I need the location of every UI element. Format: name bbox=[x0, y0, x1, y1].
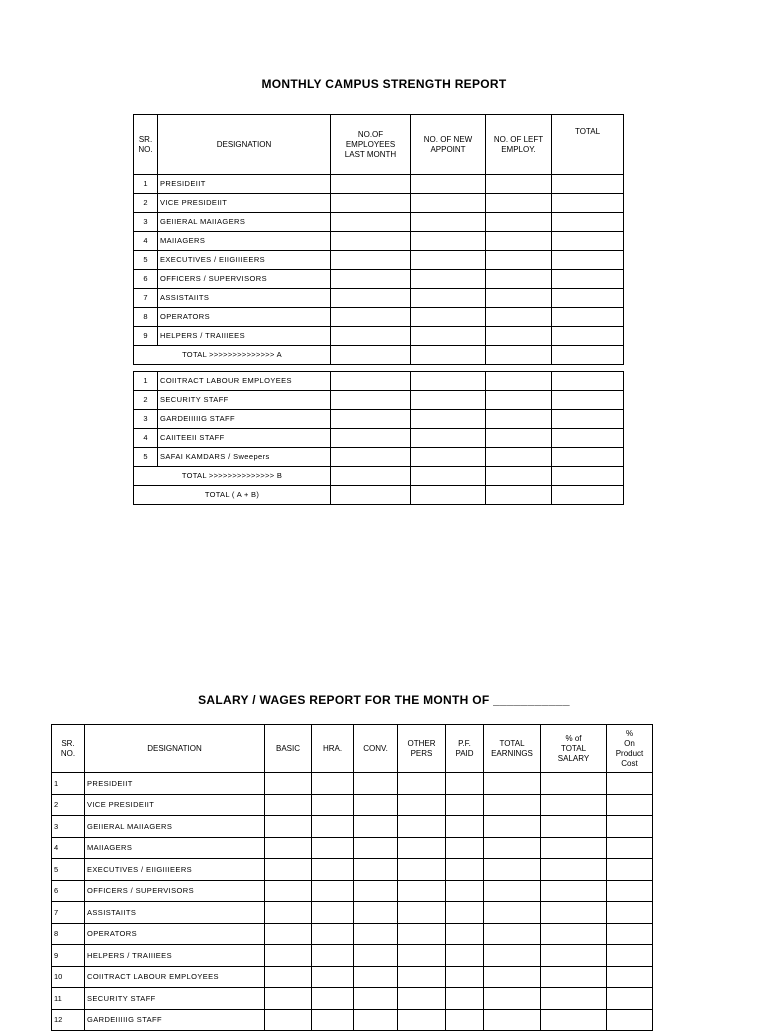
salary-header-row bbox=[52, 725, 653, 773]
row-number: 10 bbox=[52, 966, 85, 988]
empty-cell bbox=[484, 837, 541, 859]
row-designation: COIITRACT LABOUR EMPLOYEES bbox=[158, 372, 331, 391]
empty-cell bbox=[354, 988, 398, 1010]
row-number: 9 bbox=[134, 327, 158, 346]
row-number: 6 bbox=[134, 270, 158, 289]
header-designation: DESIGNATION bbox=[158, 115, 331, 175]
empty-cell bbox=[398, 837, 446, 859]
empty-cell bbox=[552, 448, 624, 467]
table-row bbox=[134, 194, 624, 213]
empty-cell bbox=[446, 816, 484, 838]
empty-cell bbox=[398, 880, 446, 902]
empty-cell bbox=[552, 289, 624, 308]
header-designation: DESIGNATION bbox=[85, 725, 265, 773]
empty-cell bbox=[398, 859, 446, 881]
empty-cell bbox=[331, 372, 411, 391]
empty-cell bbox=[486, 175, 552, 194]
table-row bbox=[134, 213, 624, 232]
empty-cell bbox=[484, 794, 541, 816]
row-number: 11 bbox=[52, 988, 85, 1010]
row-number: 2 bbox=[134, 391, 158, 410]
row-designation: GEIIERAL MAIIAGERS bbox=[85, 816, 265, 838]
row-number: 9 bbox=[52, 945, 85, 967]
empty-cell bbox=[354, 859, 398, 881]
header-basic: BASIC bbox=[265, 725, 312, 773]
empty-cell bbox=[446, 859, 484, 881]
table-row bbox=[52, 966, 653, 988]
row-designation: GARDEIIIIIG STAFF bbox=[158, 410, 331, 429]
row-number: 3 bbox=[134, 410, 158, 429]
empty-cell bbox=[398, 794, 446, 816]
empty-cell bbox=[312, 966, 354, 988]
empty-cell bbox=[607, 945, 653, 967]
empty-cell bbox=[398, 902, 446, 924]
table-row bbox=[52, 902, 653, 924]
empty-cell bbox=[331, 213, 411, 232]
empty-cell bbox=[354, 923, 398, 945]
salary-report-title: SALARY / WAGES REPORT FOR THE MONTH OF ___________ bbox=[198, 693, 570, 707]
row-designation: CAIITEEII STAFF bbox=[158, 429, 331, 448]
table-row bbox=[134, 429, 624, 448]
empty-cell bbox=[607, 816, 653, 838]
empty-cell bbox=[398, 945, 446, 967]
row-number: 1 bbox=[134, 175, 158, 194]
empty-cell bbox=[312, 794, 354, 816]
table-row bbox=[134, 270, 624, 289]
empty-cell bbox=[486, 213, 552, 232]
empty-cell bbox=[411, 175, 486, 194]
row-designation: MAIIAGERS bbox=[158, 232, 331, 251]
empty-cell bbox=[607, 837, 653, 859]
row-designation: GARDEIIIIIG STAFF bbox=[85, 1009, 265, 1031]
empty-cell bbox=[411, 346, 486, 365]
empty-cell bbox=[312, 816, 354, 838]
header-hra: HRA. bbox=[312, 725, 354, 773]
empty-cell bbox=[265, 859, 312, 881]
empty-cell bbox=[411, 467, 486, 486]
table-row bbox=[134, 448, 624, 467]
empty-cell bbox=[411, 308, 486, 327]
empty-cell bbox=[354, 966, 398, 988]
row-designation: EXECUTIVES / EIIGIIIEERS bbox=[85, 859, 265, 881]
empty-cell bbox=[265, 773, 312, 795]
empty-cell bbox=[446, 923, 484, 945]
table-row bbox=[52, 773, 653, 795]
header-total: TOTAL bbox=[552, 115, 624, 175]
header-conv: CONV. bbox=[354, 725, 398, 773]
empty-cell bbox=[541, 988, 607, 1010]
empty-cell bbox=[354, 1009, 398, 1031]
empty-cell bbox=[411, 289, 486, 308]
empty-cell bbox=[552, 467, 624, 486]
empty-cell bbox=[331, 251, 411, 270]
empty-cell bbox=[607, 859, 653, 881]
empty-cell bbox=[265, 966, 312, 988]
campus-strength-table-b bbox=[133, 371, 624, 505]
empty-cell bbox=[552, 346, 624, 365]
row-designation: ASSISTAIITS bbox=[85, 902, 265, 924]
empty-cell bbox=[607, 902, 653, 924]
campus-report-title: MONTHLY CAMPUS STRENGTH REPORT bbox=[261, 77, 507, 91]
header-sr-no: SR. NO. bbox=[52, 725, 85, 773]
empty-cell bbox=[265, 816, 312, 838]
empty-cell bbox=[552, 391, 624, 410]
empty-cell bbox=[331, 175, 411, 194]
row-designation: OFFICERS / SUPERVISORS bbox=[85, 880, 265, 902]
row-number: 7 bbox=[52, 902, 85, 924]
table-row bbox=[134, 232, 624, 251]
empty-cell bbox=[331, 327, 411, 346]
empty-cell bbox=[446, 1009, 484, 1031]
empty-cell bbox=[411, 232, 486, 251]
campus-header-row bbox=[134, 115, 624, 175]
row-designation: VICE PRESIDEIIT bbox=[158, 194, 331, 213]
empty-cell bbox=[607, 1009, 653, 1031]
table-row bbox=[52, 988, 653, 1010]
total-a-row-label: TOTAL >>>>>>>>>>>>>> A bbox=[134, 346, 331, 365]
empty-cell bbox=[331, 232, 411, 251]
empty-cell bbox=[541, 1009, 607, 1031]
row-number: 5 bbox=[134, 251, 158, 270]
row-number: 4 bbox=[134, 429, 158, 448]
empty-cell bbox=[411, 213, 486, 232]
row-number: 3 bbox=[52, 816, 85, 838]
empty-cell bbox=[541, 837, 607, 859]
table-row bbox=[52, 794, 653, 816]
row-number: 12 bbox=[52, 1009, 85, 1031]
empty-cell bbox=[331, 467, 411, 486]
row-number: 5 bbox=[134, 448, 158, 467]
empty-cell bbox=[354, 794, 398, 816]
empty-cell bbox=[265, 945, 312, 967]
header-percent-product-cost: % On Product Cost bbox=[607, 725, 653, 773]
table-row bbox=[52, 880, 653, 902]
empty-cell bbox=[607, 880, 653, 902]
salary-wages-table bbox=[51, 724, 653, 1031]
empty-cell bbox=[446, 988, 484, 1010]
empty-cell bbox=[607, 966, 653, 988]
empty-cell bbox=[541, 902, 607, 924]
empty-cell bbox=[354, 837, 398, 859]
empty-cell bbox=[552, 232, 624, 251]
empty-cell bbox=[486, 429, 552, 448]
empty-cell bbox=[607, 923, 653, 945]
empty-cell bbox=[411, 327, 486, 346]
empty-cell bbox=[484, 923, 541, 945]
empty-cell bbox=[398, 773, 446, 795]
empty-cell bbox=[411, 448, 486, 467]
empty-cell bbox=[552, 194, 624, 213]
row-number: 6 bbox=[52, 880, 85, 902]
empty-cell bbox=[541, 794, 607, 816]
row-designation: OPERATORS bbox=[85, 923, 265, 945]
empty-cell bbox=[484, 1009, 541, 1031]
empty-cell bbox=[541, 859, 607, 881]
row-number: 2 bbox=[134, 194, 158, 213]
row-number: 7 bbox=[134, 289, 158, 308]
empty-cell bbox=[552, 372, 624, 391]
empty-cell bbox=[486, 467, 552, 486]
empty-cell bbox=[486, 327, 552, 346]
empty-cell bbox=[411, 391, 486, 410]
row-number: 1 bbox=[52, 773, 85, 795]
empty-cell bbox=[446, 773, 484, 795]
empty-cell bbox=[354, 773, 398, 795]
table-row bbox=[134, 289, 624, 308]
empty-cell bbox=[484, 902, 541, 924]
table-row bbox=[134, 391, 624, 410]
table-row bbox=[52, 923, 653, 945]
row-designation: EXECUTIVES / EIIGIIIEERS bbox=[158, 251, 331, 270]
row-number: 5 bbox=[52, 859, 85, 881]
empty-cell bbox=[552, 486, 624, 505]
total-b-row-label: TOTAL >>>>>>>>>>>>>> B bbox=[134, 467, 331, 486]
empty-cell bbox=[484, 816, 541, 838]
table-row bbox=[134, 372, 624, 391]
empty-cell bbox=[331, 448, 411, 467]
empty-cell bbox=[486, 410, 552, 429]
empty-cell bbox=[398, 966, 446, 988]
empty-cell bbox=[486, 391, 552, 410]
empty-cell bbox=[312, 837, 354, 859]
empty-cell bbox=[398, 988, 446, 1010]
table-row bbox=[134, 175, 624, 194]
empty-cell bbox=[552, 308, 624, 327]
row-designation: OPERATORS bbox=[158, 308, 331, 327]
table-row bbox=[52, 837, 653, 859]
row-designation: OFFICERS / SUPERVISORS bbox=[158, 270, 331, 289]
empty-cell bbox=[411, 372, 486, 391]
empty-cell bbox=[486, 308, 552, 327]
empty-cell bbox=[265, 837, 312, 859]
row-designation: SECURITY STAFF bbox=[158, 391, 331, 410]
row-number: 4 bbox=[134, 232, 158, 251]
empty-cell bbox=[411, 429, 486, 448]
empty-cell bbox=[265, 794, 312, 816]
empty-cell bbox=[446, 880, 484, 902]
table-row bbox=[134, 410, 624, 429]
empty-cell bbox=[446, 902, 484, 924]
empty-cell bbox=[354, 816, 398, 838]
empty-cell bbox=[484, 945, 541, 967]
empty-cell bbox=[484, 988, 541, 1010]
empty-cell bbox=[484, 773, 541, 795]
empty-cell bbox=[312, 923, 354, 945]
empty-cell bbox=[446, 837, 484, 859]
empty-cell bbox=[486, 289, 552, 308]
empty-cell bbox=[552, 213, 624, 232]
row-designation: PRESIDEIIT bbox=[158, 175, 331, 194]
empty-cell bbox=[331, 391, 411, 410]
row-number: 3 bbox=[134, 213, 158, 232]
empty-cell bbox=[331, 270, 411, 289]
empty-cell bbox=[486, 448, 552, 467]
empty-cell bbox=[486, 194, 552, 213]
empty-cell bbox=[486, 232, 552, 251]
empty-cell bbox=[541, 945, 607, 967]
empty-cell bbox=[312, 988, 354, 1010]
total-b-row bbox=[134, 467, 624, 486]
empty-cell bbox=[265, 988, 312, 1010]
table-row bbox=[52, 945, 653, 967]
table-row bbox=[134, 251, 624, 270]
empty-cell bbox=[486, 372, 552, 391]
empty-cell bbox=[486, 486, 552, 505]
empty-cell bbox=[398, 1009, 446, 1031]
table-row bbox=[52, 859, 653, 881]
header-employees-last-month: NO.OF EMPLOYEES LAST MONTH bbox=[331, 115, 411, 175]
empty-cell bbox=[354, 902, 398, 924]
empty-cell bbox=[552, 327, 624, 346]
empty-cell bbox=[552, 175, 624, 194]
header-left-employ: NO. OF LEFT EMPLOY. bbox=[486, 115, 552, 175]
row-designation: HELPERS / TRAIIIEES bbox=[85, 945, 265, 967]
table-row bbox=[134, 308, 624, 327]
header-sr-no: SR. NO. bbox=[134, 115, 158, 175]
empty-cell bbox=[484, 859, 541, 881]
row-designation: SECURITY STAFF bbox=[85, 988, 265, 1010]
empty-cell bbox=[541, 923, 607, 945]
empty-cell bbox=[541, 816, 607, 838]
empty-cell bbox=[354, 880, 398, 902]
row-number: 4 bbox=[52, 837, 85, 859]
empty-cell bbox=[411, 410, 486, 429]
total-ab-row bbox=[134, 486, 624, 505]
campus-strength-table-a bbox=[133, 114, 624, 365]
row-designation: PRESIDEIIT bbox=[85, 773, 265, 795]
header-new-appoint: NO. OF NEW APPOINT bbox=[411, 115, 486, 175]
empty-cell bbox=[331, 410, 411, 429]
total-a-row bbox=[134, 346, 624, 365]
header-other-pers: OTHER PERS bbox=[398, 725, 446, 773]
empty-cell bbox=[312, 945, 354, 967]
empty-cell bbox=[312, 880, 354, 902]
empty-cell bbox=[607, 773, 653, 795]
empty-cell bbox=[331, 346, 411, 365]
table-row bbox=[52, 1009, 653, 1031]
empty-cell bbox=[446, 945, 484, 967]
empty-cell bbox=[552, 270, 624, 289]
empty-cell bbox=[398, 923, 446, 945]
row-designation: SAFAI KAMDARS / Sweepers bbox=[158, 448, 331, 467]
row-number: 1 bbox=[134, 372, 158, 391]
empty-cell bbox=[331, 308, 411, 327]
total-ab-row-label: TOTAL ( A + B) bbox=[134, 486, 331, 505]
empty-cell bbox=[552, 429, 624, 448]
row-number: 2 bbox=[52, 794, 85, 816]
empty-cell bbox=[552, 410, 624, 429]
table-row bbox=[134, 327, 624, 346]
empty-cell bbox=[486, 346, 552, 365]
empty-cell bbox=[446, 794, 484, 816]
empty-cell bbox=[541, 773, 607, 795]
empty-cell bbox=[265, 902, 312, 924]
empty-cell bbox=[265, 1009, 312, 1031]
empty-cell bbox=[411, 270, 486, 289]
empty-cell bbox=[331, 194, 411, 213]
empty-cell bbox=[312, 1009, 354, 1031]
header-pf-paid: P.F. PAID bbox=[446, 725, 484, 773]
row-number: 8 bbox=[52, 923, 85, 945]
header-total-earnings: TOTAL EARNINGS bbox=[484, 725, 541, 773]
empty-cell bbox=[541, 966, 607, 988]
empty-cell bbox=[541, 880, 607, 902]
empty-cell bbox=[486, 251, 552, 270]
row-designation: HELPERS / TRAIIIEES bbox=[158, 327, 331, 346]
empty-cell bbox=[411, 251, 486, 270]
empty-cell bbox=[411, 194, 486, 213]
empty-cell bbox=[312, 859, 354, 881]
empty-cell bbox=[607, 794, 653, 816]
empty-cell bbox=[484, 880, 541, 902]
empty-cell bbox=[265, 880, 312, 902]
row-designation: COIITRACT LABOUR EMPLOYEES bbox=[85, 966, 265, 988]
row-designation: ASSISTAIITS bbox=[158, 289, 331, 308]
empty-cell bbox=[331, 289, 411, 308]
empty-cell bbox=[312, 773, 354, 795]
empty-cell bbox=[486, 270, 552, 289]
empty-cell bbox=[265, 923, 312, 945]
empty-cell bbox=[484, 966, 541, 988]
row-designation: MAIIAGERS bbox=[85, 837, 265, 859]
empty-cell bbox=[411, 486, 486, 505]
empty-cell bbox=[312, 902, 354, 924]
row-designation: VICE PRESIDEIIT bbox=[85, 794, 265, 816]
header-percent-total-salary: % of TOTAL SALARY bbox=[541, 725, 607, 773]
empty-cell bbox=[331, 429, 411, 448]
empty-cell bbox=[354, 945, 398, 967]
empty-cell bbox=[607, 988, 653, 1010]
empty-cell bbox=[398, 816, 446, 838]
row-number: 8 bbox=[134, 308, 158, 327]
empty-cell bbox=[552, 251, 624, 270]
row-designation: GEIIERAL MAIIAGERS bbox=[158, 213, 331, 232]
table-row bbox=[52, 816, 653, 838]
empty-cell bbox=[446, 966, 484, 988]
empty-cell bbox=[331, 486, 411, 505]
